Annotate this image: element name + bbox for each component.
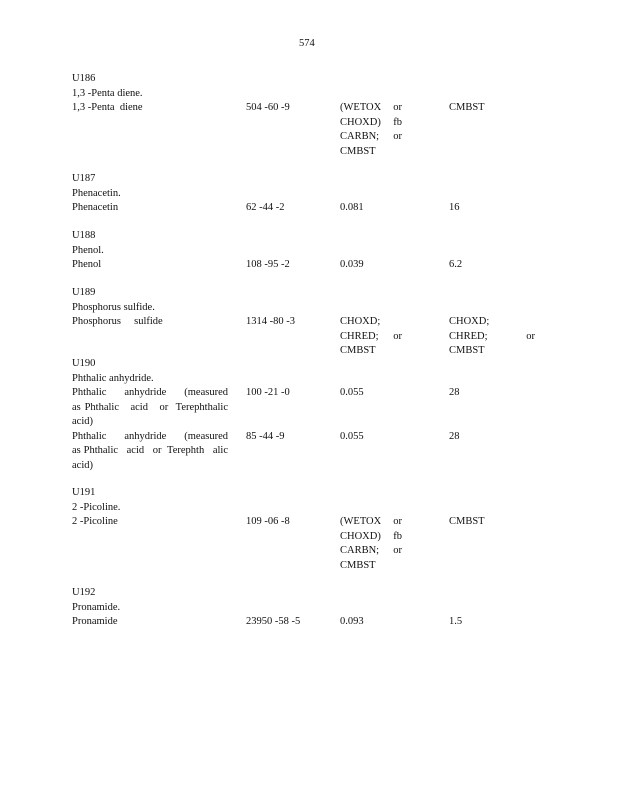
constituent-heading: Phenol. <box>72 244 104 256</box>
cas-number: 23950 -58 -5 <box>246 616 301 627</box>
waste-code: U192 <box>72 587 96 598</box>
nonwastewater-standard: CHOXD; CHRED; or CMBST <box>449 316 541 356</box>
nonwastewater-standard: 16 <box>449 202 460 213</box>
wastewater-standard: 0.039 <box>340 259 364 270</box>
constituent-heading: Phenacetin. <box>72 187 121 199</box>
constituent-name: Phenol <box>72 259 102 270</box>
wastewater-standard: 0.055 <box>340 387 364 398</box>
table-row <box>72 201 572 216</box>
constituent-heading: 1,3 -Penta diene. <box>72 87 143 99</box>
constituent-heading: Phosphorus sulfide. <box>72 301 155 313</box>
table-row <box>72 515 572 571</box>
table-row <box>72 258 572 273</box>
wastewater-standard: (WETOX or CHOXD) fb CARBN; or CMBST <box>340 102 405 157</box>
table-row <box>72 386 572 430</box>
table-row <box>72 101 572 157</box>
constituent-heading: 2 -Picoline. <box>72 501 121 513</box>
page-number: 574 <box>299 38 315 49</box>
waste-code: U186 <box>72 73 96 84</box>
waste-entry-u188 <box>72 229 572 273</box>
nonwastewater-standard: 1.5 <box>449 616 463 627</box>
waste-code: U190 <box>72 358 96 369</box>
constituent-name: 2 -Picoline <box>72 516 118 527</box>
wastewater-standard: CHOXD; CHRED; or CMBST <box>340 316 408 356</box>
table-row <box>72 615 572 630</box>
nonwastewater-standard: CMBST <box>449 102 485 113</box>
waste-code: U191 <box>72 487 96 498</box>
table-row <box>72 315 572 356</box>
constituent-name: Phenacetin <box>72 202 119 213</box>
waste-entry-u191 <box>72 486 572 571</box>
waste-code: U187 <box>72 173 96 184</box>
nonwastewater-standard: 6.2 <box>449 259 463 270</box>
cas-number: 109 -06 -8 <box>246 516 290 527</box>
constituent-name: Phthalic anhydride (measured as Phthalic acid or Terephth alic acid) <box>72 430 239 471</box>
wastewater-standard: 0.081 <box>340 202 364 213</box>
wastewater-standard: 0.093 <box>340 616 364 627</box>
table-row <box>72 430 572 474</box>
wastewater-standard: (WETOX or CHOXD) fb CARBN; or CMBST <box>340 516 405 571</box>
waste-entry-u187 <box>72 172 572 216</box>
constituent-name: 1,3 -Penta diene <box>72 102 143 113</box>
waste-entry-u190 <box>72 357 572 473</box>
constituent-name: Phthalic anhydride (measured as Phthalic acid or Terephthalic acid) <box>72 387 239 427</box>
constituent-name: Pronamide <box>72 616 118 627</box>
waste-entry-u192 <box>72 586 572 630</box>
constituent-heading: Pronamide. <box>72 601 121 613</box>
cas-number: 100 -21 -0 <box>246 387 290 398</box>
nonwastewater-standard: 28 <box>449 387 460 398</box>
nonwastewater-standard: CMBST <box>449 516 485 527</box>
nonwastewater-standard: 28 <box>449 430 460 442</box>
constituent-name: Phosphorus sulfide <box>72 316 163 327</box>
cas-number: 108 -95 -2 <box>246 259 290 270</box>
cas-number: 85 -44 -9 <box>246 430 285 442</box>
waste-code: U189 <box>72 287 96 298</box>
wastewater-standard: 0.055 <box>340 430 364 442</box>
cas-number: 1314 -80 -3 <box>246 316 295 327</box>
cas-number: 62 -44 -2 <box>246 202 285 213</box>
waste-code: U188 <box>72 230 96 241</box>
constituent-heading: Phthalic anhydride. <box>72 372 154 384</box>
cas-number: 504 -60 -9 <box>246 102 290 113</box>
waste-entry-u186 <box>72 72 572 157</box>
waste-entry-u189 <box>72 286 572 356</box>
